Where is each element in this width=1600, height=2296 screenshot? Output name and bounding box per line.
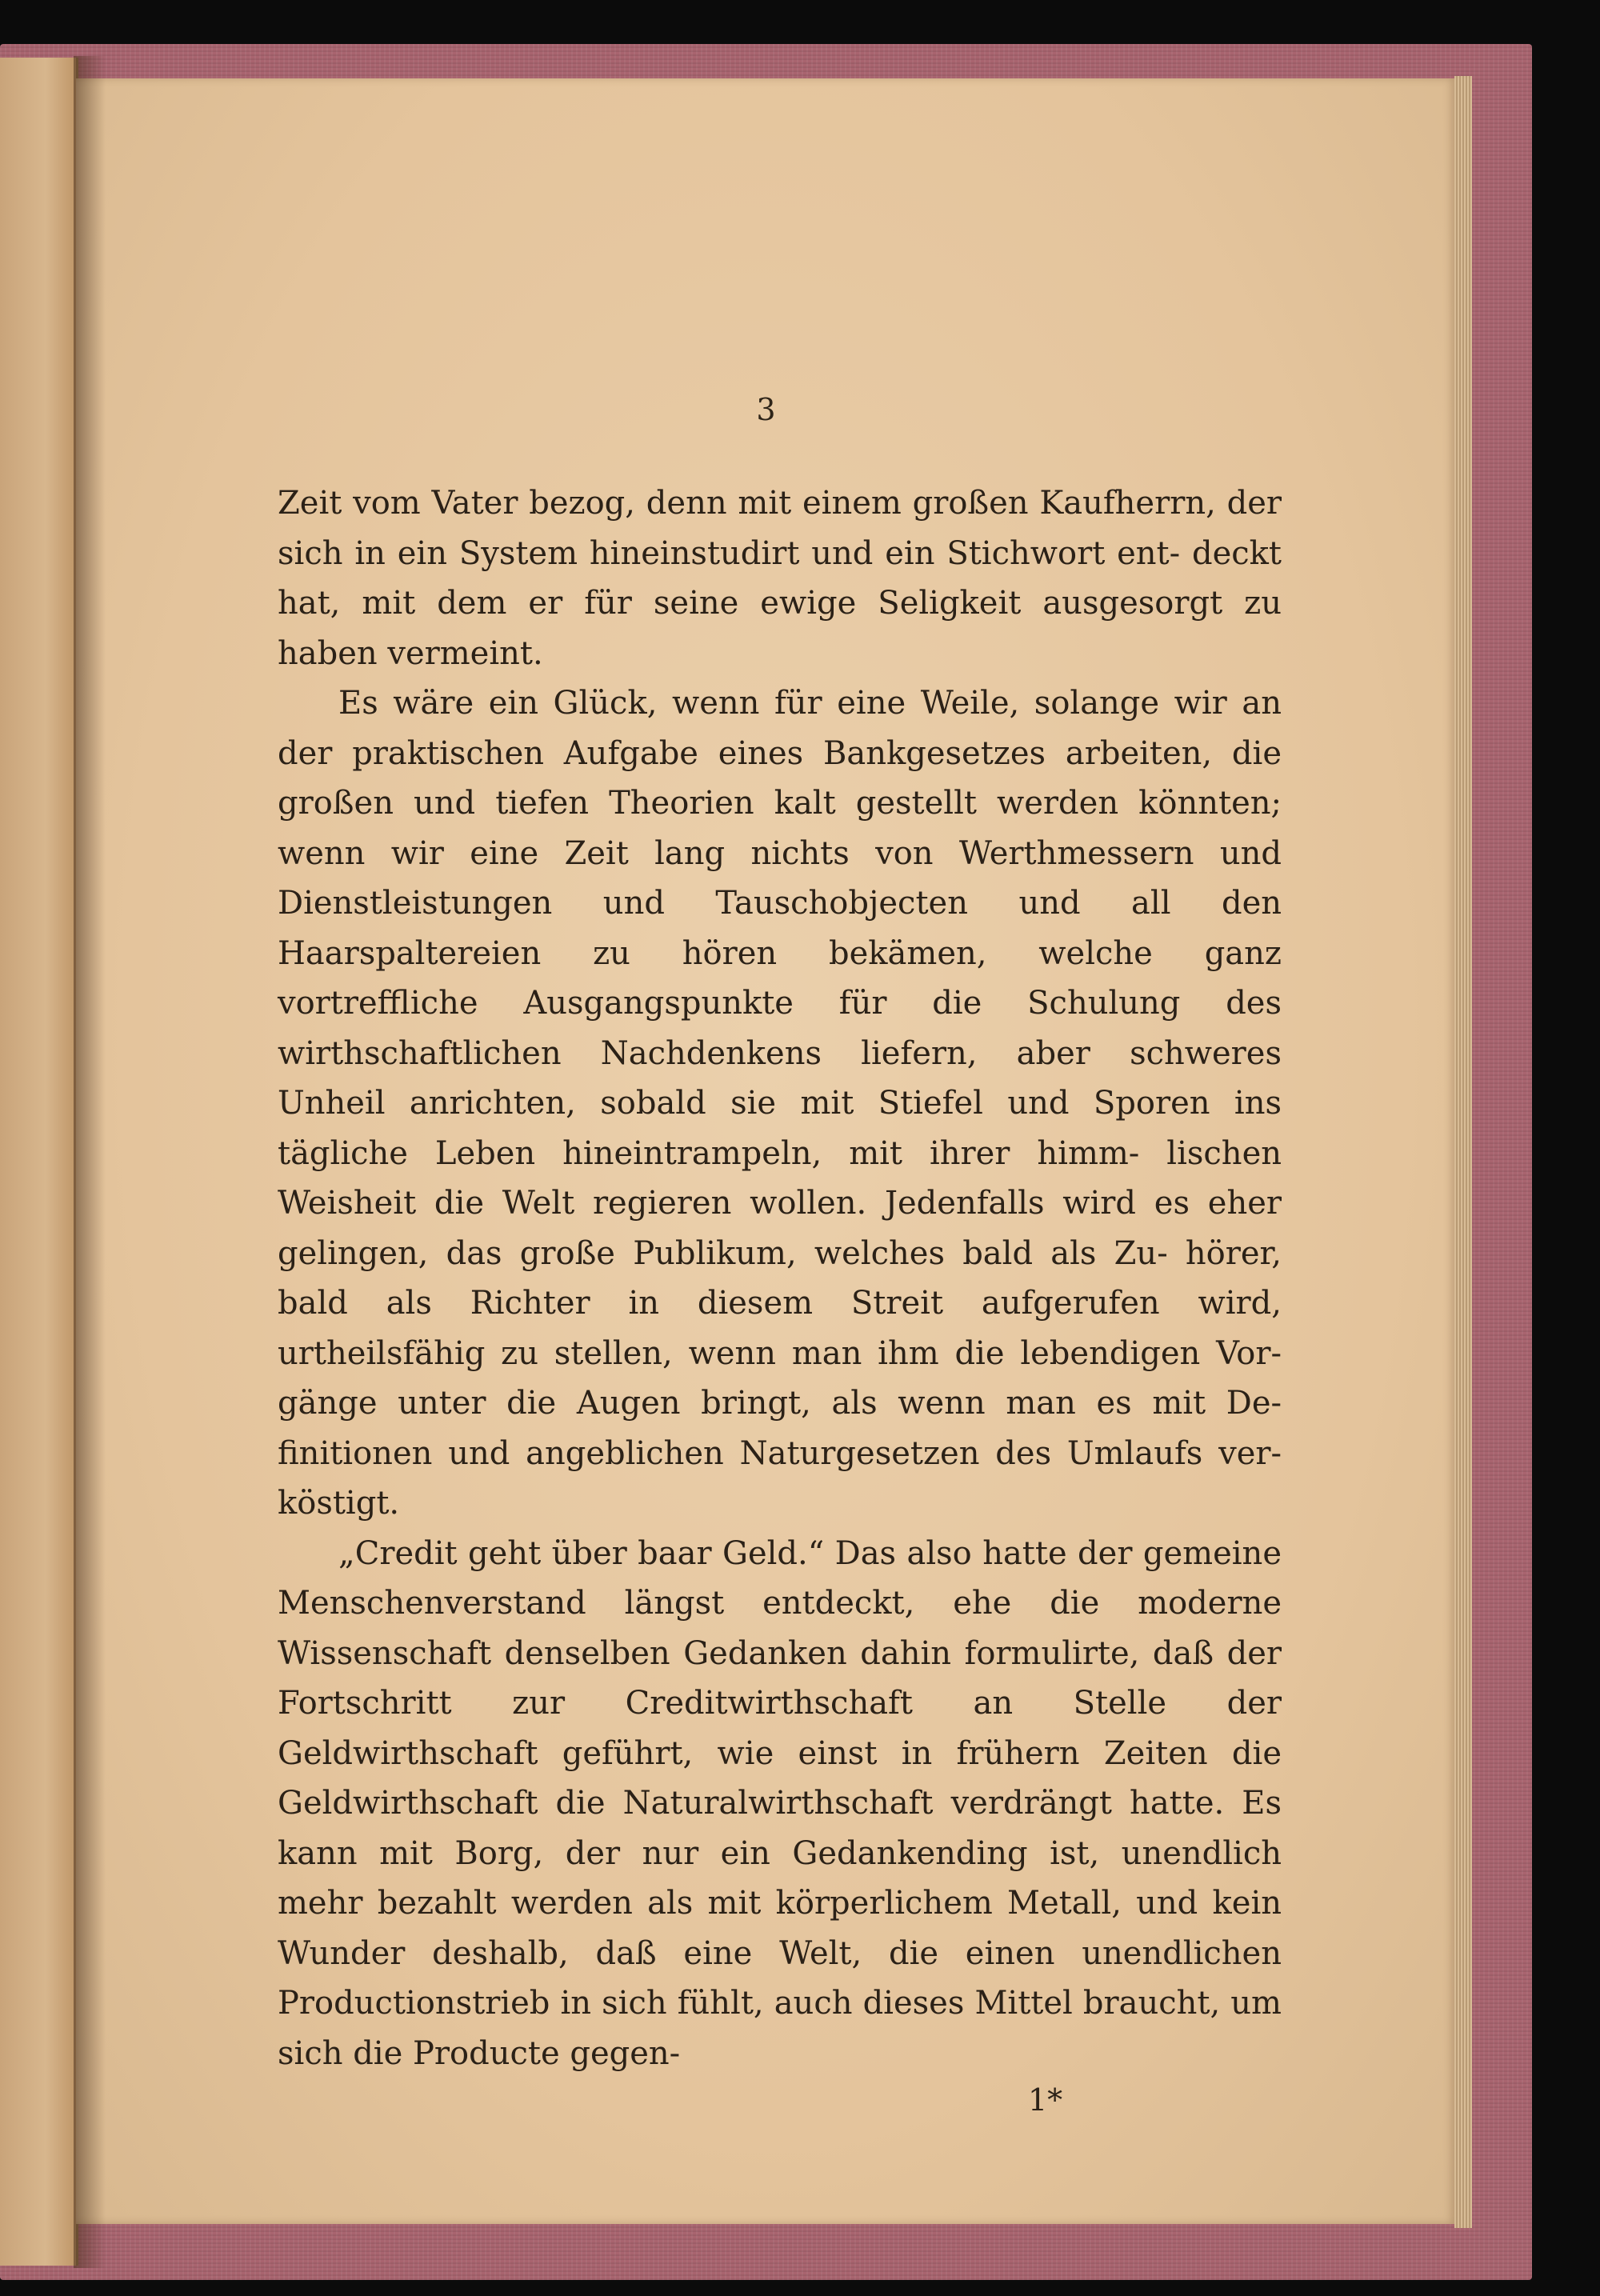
body-text xyxy=(278,478,1282,2078)
paragraph-1: Zeit vom Vater bezog, denn mit einem großen Kaufherrn, der sich in ein System hineinstudirt und ein Stichwort ent- deckt hat, mit dem er für seine ewige Seligkeit ausgesorgt zu haben vermeint. xyxy=(278,485,1282,672)
page-number: 3 xyxy=(756,392,776,427)
gutter-shadow xyxy=(74,56,106,2268)
left-page-edge xyxy=(0,58,78,2266)
page-edges xyxy=(1454,76,1472,2228)
signature-mark: 1* xyxy=(1028,2082,1063,2118)
paragraph-2: Es wäre ein Glück, wenn für eine Weile, solange wir an der praktischen Aufgabe eines Bankgesetzes arbeiten, die großen und tiefen Theorien kalt gestellt werden könnten; wenn wir eine Zeit lang nichts von Werthmessern und Dienstleistungen und Tauschobjecten und all den Haarspaltereien zu hören bekämen, welche ganz vortreffliche Ausgangspunkte für die Schulung des wirthschaftlichen Nachdenkens liefern, aber schweres Unheil anrichten, sobald sie mit Stiefel und Sporen ins tägliche Leben hineintrampeln, mit ihrer himm- lischen Weisheit die Welt regieren wollen. Jedenfalls wird es eher gelingen, das große Publikum, welches bald als Zu- hörer, bald als Richter in diesem Streit aufgerufen wird, urtheilsfähig zu stellen, wenn man ihm die lebendigen Vor- gänge unter die Augen bringt, als wenn man es mit De- finitionen und angeblichen Naturgesetzen des Umlaufs ver- köstigt. xyxy=(278,685,1282,1522)
paragraph-3: „Credit geht über baar Geld.“ Das also hatte der gemeine Menschenverstand längst entdeckt, ehe die moderne Wissenschaft denselben Gedanken dahin formulirte, daß der Fortschritt zur Creditwirthschaft an Stelle der Geldwirthschaft geführt, wie einst in frühern Zeiten die Geldwirthschaft die Naturalwirthschaft verdrängt hatte. Es kann mit Borg, der nur ein Gedankending ist, unendlich mehr bezahlt werden als mit körperlichem Metall, und kein Wunder deshalb, daß eine Welt, die einen unendlichen Productionstrieb in sich fühlt, auch dieses Mittel braucht, um sich die Producte gegen- xyxy=(278,1534,1282,2072)
book-page xyxy=(76,78,1456,2224)
